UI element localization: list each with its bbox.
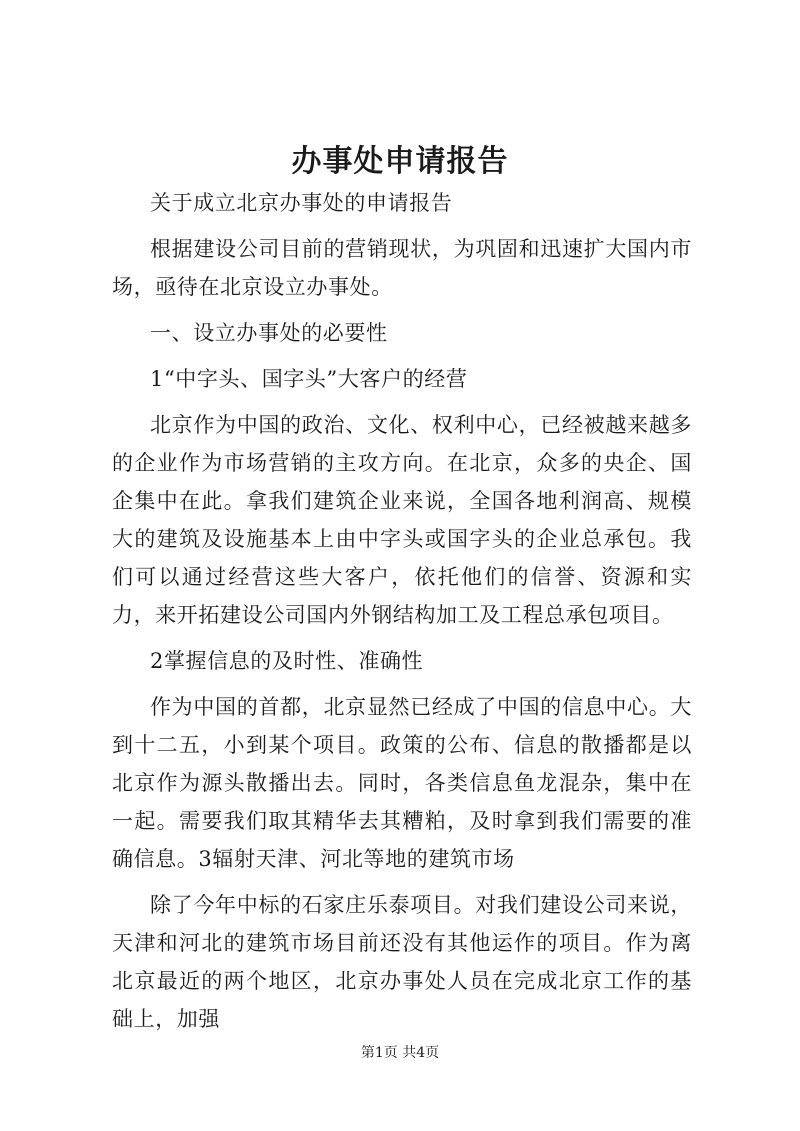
section-heading-necessity: 一、设立办事处的必要性 <box>150 321 388 345</box>
subheading-major-clients: 1“中字头、国字头”大客户的经营 <box>150 367 468 391</box>
paragraph-information-center: 作为中国的首都，北京显然已经成了中国的信息中心。大到十二五，小到某个项目。政策的公布、信息的散播都是以北京作为源头散播出去。同时，各类信息鱼龙混杂，集中在一起。需要我们取其精华去其糟粕，及时拿到我们需要的准确信息。3辐射天津、河北等地的建筑市场 <box>112 695 692 871</box>
paragraph-beijing-center: 北京作为中国的政治、文化、权利中心，已经被越来越多的企业作为市场营销的主攻方向。在北京，众多的央企、国企集中在此。拿我们建筑企业来说，全国各地利润高、规模大的建筑及设施基本上由中字头或国字头的企业总承包。我们可以通过经营这些大客户，依托他们的信誉、资源和实力，来开拓建设公司国内外钢结构加工及工程总承包项目。 <box>112 413 692 627</box>
paragraph-subject: 关于成立北京办事处的申请报告 <box>150 191 453 215</box>
document-title: 办事处申请报告 <box>291 144 509 179</box>
page-number-footer: 第1页 共4页 <box>360 1045 440 1061</box>
subheading-information: 2掌握信息的及时性、准确性 <box>150 649 424 673</box>
paragraph-intro: 根据建设公司目前的营销现状，为巩固和迅速扩大国内市场，亟待在北京设立办事处。 <box>112 237 692 299</box>
paragraph-regional-market: 除了今年中标的石家庄乐泰项目。对我们建设公司来说，天津和河北的建筑市场目前还没有其他运作的项目。作为离北京最近的两个地区，北京办事处人员在完成北京工作的基础上，加强 <box>112 893 692 1031</box>
document-body <box>112 184 692 1046</box>
